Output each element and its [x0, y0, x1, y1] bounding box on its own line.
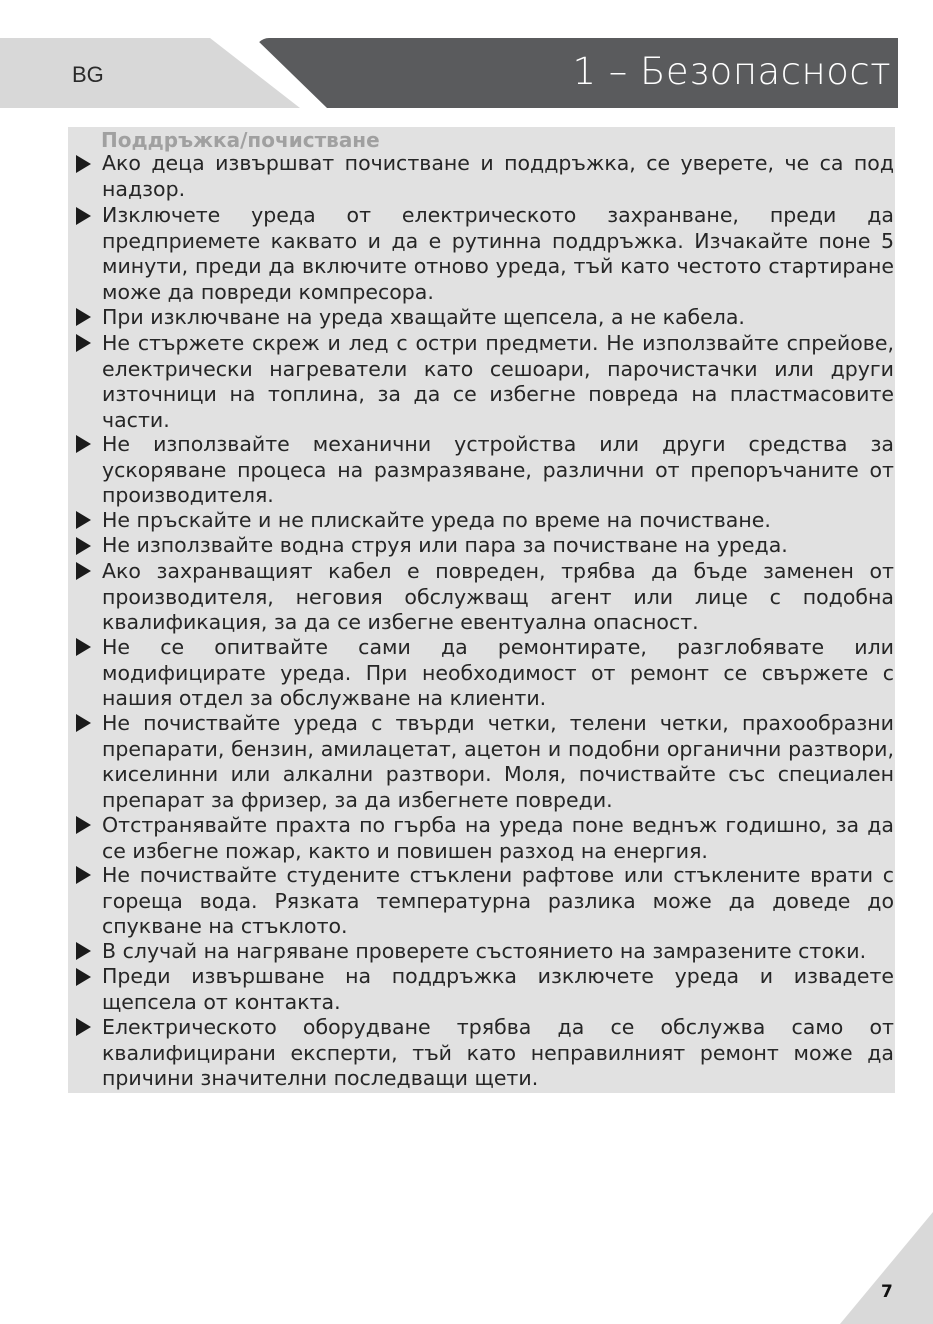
list-item-text: Не почиствайте студените стъклени рафтове или стъклените врати с гореща вода. Рязката температурна разлика може да доведе до спукване на стъклото. [102, 863, 894, 939]
list-item-text: Не използвайте водна струя или пара за почистване на уреда. [102, 533, 788, 557]
list-item-text: Електрическото оборудване трябва да се обслужва само от квалифицирани експерти, тъй като неправилният ремонт може да причини значителни последващи щети. [102, 1015, 894, 1091]
triangle-bullet-icon [76, 714, 91, 732]
list-item-text: Не почиствайте уреда с твърди четки, телени четки, прахообразни препарати, бензин, амилацетат, ацетон и подобни органични разтвори, киселинни или алкални разтвори. Моля, почиствайте със специален препарат за фризер, за да избегнете повреди. [102, 711, 894, 813]
list-item-text: Ако деца извършват почистване и поддръжка, се уверете, че са под надзор. [102, 151, 894, 201]
list-item-text: Отстранявайте прахта по гърба на уреда поне веднъж годишно, за да се избегне пожар, както и повишен разход на енергия. [102, 813, 894, 863]
list-item-text: Не използвайте механични устройства или други средства за ускоряване процеса на размразяване, различни от препоръчаните от производителя. [102, 432, 894, 508]
triangle-bullet-icon [76, 866, 91, 884]
list-item-text: Преди извършване на поддръжка изключете уреда и извадете щепсела от контакта. [102, 964, 894, 1014]
corner-decoration [840, 1212, 933, 1324]
triangle-bullet-icon [76, 638, 91, 656]
triangle-bullet-icon [76, 562, 91, 580]
list-item-text: Не се опитвайте сами да ремонтирате, разглобявате или модифицирате уреда. При необходимост от ремонт се свържете с нашия отдел за обслужване на клиенти. [102, 635, 894, 711]
triangle-bullet-icon [76, 334, 91, 352]
triangle-bullet-icon [76, 435, 91, 453]
language-label: BG [72, 62, 104, 87]
page-title: 1 – Безопасност [572, 50, 891, 93]
list-item-text: Ако захранващият кабел е повреден, трябва да бъде заменен от производителя, неговия обслужващ агент или лице с подобна квалификация, за да се избегне евентуална опасност. [102, 559, 894, 635]
triangle-bullet-icon [76, 816, 91, 834]
triangle-bullet-icon [76, 511, 91, 529]
triangle-bullet-icon [76, 308, 91, 326]
triangle-bullet-icon [76, 968, 91, 986]
page-number: 7 [881, 1282, 893, 1302]
triangle-bullet-icon [76, 942, 91, 960]
list-item-text: При изключване на уреда хващайте щепсела, а не кабела. [102, 305, 745, 329]
list-item-text: В случай на нагряване проверете състоянието на замразените стоки. [102, 939, 867, 963]
triangle-bullet-icon [76, 207, 91, 225]
list-item-text: Не пръскайте и не плискайте уреда по време на почистване. [102, 508, 771, 532]
triangle-bullet-icon [76, 537, 91, 555]
triangle-bullet-icon [76, 155, 91, 173]
triangle-bullet-icon [76, 1018, 91, 1036]
section-heading: Поддръжка/почистване [101, 128, 380, 152]
list-item-text: Изключете уреда от електрическото захранване, преди да предприемете каквато и да е рутинна поддръжка. Изчакайте поне 5 минути, преди да включите отново уреда, тъй като честото стартиране може да повреди компресора. [102, 203, 894, 305]
list-item-text: Не стържете скреж и лед с остри предмети. Не използвайте спрейове, електрически нагреватели като сешоари, парочистачки или други източници на топлина, за да се избегне повреда на пластмасовите части. [102, 331, 894, 433]
